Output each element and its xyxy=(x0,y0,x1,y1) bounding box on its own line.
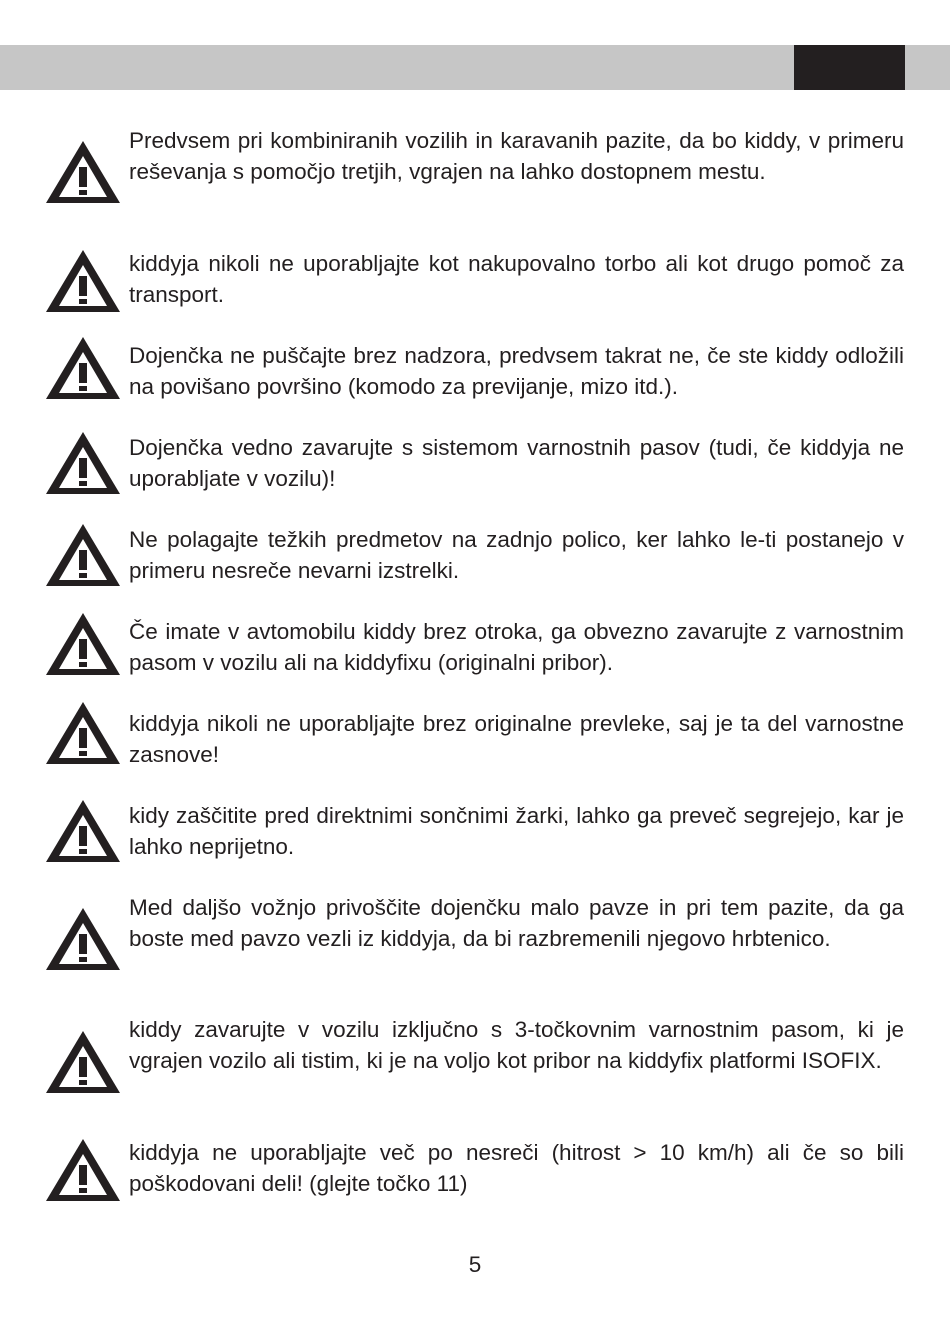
warning-triangle-icon xyxy=(45,701,121,765)
warning-triangle-icon xyxy=(45,612,121,676)
warning-text: kiddyja nikoli ne uporabljajte brez originalne prevleke, saj je ta del varnostne zasnove! xyxy=(129,711,904,767)
warning-text: kiddyja ne uporabljajte več po nesreči (hitrost > 10 km/h) ali če so bili poškodovani deli! (glejte točko 11) xyxy=(129,1140,904,1196)
warning-triangle-icon xyxy=(45,799,121,863)
warning-text: Če imate v avtomobilu kiddy brez otroka, ga obvezno zavarujte z varnostnim pasom v vozilu ali na kiddyfixu (originalni pribor). xyxy=(129,619,904,675)
warning-triangle-icon xyxy=(45,336,121,400)
warning-text: Med daljšo vožnjo privoščite dojenčku malo pavze in pri tem pazite, da ga boste med pavzo vezli iz kiddyja, da bi razbremenili njegovo hrbtenico. xyxy=(129,895,904,951)
warning-triangle-icon xyxy=(45,431,121,495)
warning-triangle-icon xyxy=(45,249,121,313)
warning-triangle-icon xyxy=(45,140,121,204)
warning-triangle-icon xyxy=(45,1138,121,1202)
warning-triangle-icon xyxy=(45,907,121,971)
page-number: 5 xyxy=(468,1252,482,1277)
warning-triangle-icon xyxy=(45,523,121,587)
warning-text: kiddy zavarujte v vozilu izključno s 3-točkovnim varnostnim pasom, ki je vgrajen vozilo ali tistim, ki je na voljo kot pribor na kiddyfix platformi ISOFIX. xyxy=(129,1017,904,1073)
warning-text: Dojenčka vedno zavarujte s sistemom varnostnih pasov (tudi, če kiddyja ne uporabljate v vozilu)! xyxy=(129,435,904,491)
header-block xyxy=(794,45,905,90)
warning-text: kidy zaščitite pred direktnimi sončnimi žarki, lahko ga preveč segrejejo, kar je lahko neprijetno. xyxy=(129,803,904,859)
warning-text: Predvsem pri kombiniranih vozilih in karavanih pazite, da bo kiddy, v primeru reševanja s pomočjo tretjih, vgrajen na lahko dostopnem mestu. xyxy=(129,128,904,184)
warning-text: Dojenčka ne puščajte brez nadzora, predvsem takrat ne, če ste kiddy odložili na povišano površino (komodo za previjanje, mizo itd.). xyxy=(129,343,904,399)
warning-triangle-icon xyxy=(45,1030,121,1094)
warning-text: kiddyja nikoli ne uporabljajte kot nakupovalno torbo ali kot drugo pomoč za transport. xyxy=(129,251,904,307)
warning-text: Ne polagajte težkih predmetov na zadnjo polico, ker lahko le-ti postanejo v primeru nesreče nevarni izstrelki. xyxy=(129,527,904,583)
